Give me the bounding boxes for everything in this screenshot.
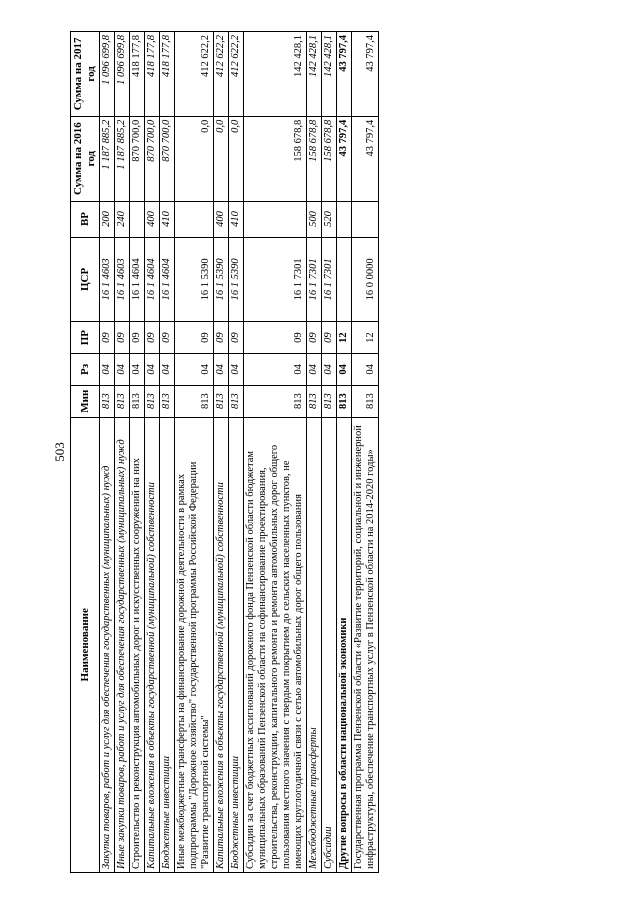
cell-pr: 12 <box>352 322 379 354</box>
cell-min: 813 <box>307 385 322 417</box>
header-sum-2016: Сумма на 2016 год <box>71 116 100 201</box>
header-csr: ЦСР <box>71 237 100 322</box>
cell-pr: 09 <box>175 322 214 354</box>
cell-vr: 240 <box>115 201 130 237</box>
cell-csr: 16 1 5390 <box>214 237 229 322</box>
cell-name: Строительство и реконструкция автомобильных дорог и искусственных сооружений на них <box>130 417 145 872</box>
cell-vr: 500 <box>307 201 322 237</box>
cell-sum-2016: 43 797,4 <box>352 116 379 201</box>
cell-csr: 16 1 7301 <box>307 237 322 322</box>
header-pr: ПР <box>71 322 100 354</box>
cell-vr: 410 <box>160 201 175 237</box>
cell-name: Иные межбюджетные трансферты на финансирование дорожной деятельности в рамках подпрограммы "Дорожное хозяйство" государственной программы Российской Федерации "Развитие транспортной системы" <box>175 417 214 872</box>
cell-pr: 12 <box>337 322 352 354</box>
cell-vr: 410 <box>229 201 244 237</box>
cell-name: Капитальные вложения в объекты государственной (муниципальной) собственности <box>214 417 229 872</box>
cell-min: 813 <box>100 385 115 417</box>
cell-vr <box>130 201 145 237</box>
table-row <box>115 32 130 873</box>
table-row <box>214 32 229 873</box>
budget-table <box>70 31 379 873</box>
cell-pr: 09 <box>115 322 130 354</box>
cell-sum-2017: 412 622,2 <box>175 32 214 117</box>
cell-pr: 09 <box>160 322 175 354</box>
cell-name: Капитальные вложения в объекты государственной (муниципальной) собственности <box>145 417 160 872</box>
cell-rz: 04 <box>175 354 214 386</box>
cell-name: Другие вопросы в области национальной экономики <box>337 417 352 872</box>
cell-csr: 16 1 4604 <box>145 237 160 322</box>
cell-name: Субсидии <box>322 417 337 872</box>
cell-min: 813 <box>337 385 352 417</box>
cell-sum-2017: 418 177,8 <box>130 32 145 117</box>
cell-sum-2016: 870 700,0 <box>130 116 145 201</box>
cell-sum-2017: 412 622,2 <box>214 32 229 117</box>
table-header-row <box>71 32 100 873</box>
cell-csr: 16 1 4603 <box>115 237 130 322</box>
cell-sum-2017: 412 622,2 <box>229 32 244 117</box>
cell-pr: 09 <box>322 322 337 354</box>
cell-vr <box>175 201 214 237</box>
header-name: Наименование <box>71 417 100 872</box>
cell-sum-2017: 142 428,1 <box>322 32 337 117</box>
table-row <box>160 32 175 873</box>
cell-sum-2017: 142 428,1 <box>307 32 322 117</box>
cell-name: Бюджетные инвестиции <box>229 417 244 872</box>
cell-sum-2016: 870 700,0 <box>145 116 160 201</box>
cell-csr: 16 1 5390 <box>175 237 214 322</box>
cell-min: 813 <box>160 385 175 417</box>
table-row <box>100 32 115 873</box>
cell-sum-2016: 158 678,8 <box>244 116 307 201</box>
cell-csr: 16 1 4603 <box>100 237 115 322</box>
cell-min: 813 <box>115 385 130 417</box>
cell-sum-2016: 158 678,8 <box>322 116 337 201</box>
header-vr: ВР <box>71 201 100 237</box>
cell-sum-2017: 1 096 699,8 <box>115 32 130 117</box>
cell-sum-2016: 1 187 885,2 <box>100 116 115 201</box>
cell-sum-2017: 43 797,4 <box>337 32 352 117</box>
cell-csr: 16 1 4604 <box>130 237 145 322</box>
cell-name: Межбюджетные трансферты <box>307 417 322 872</box>
cell-sum-2017: 142 428,1 <box>244 32 307 117</box>
cell-pr: 09 <box>130 322 145 354</box>
table-row <box>337 32 352 873</box>
header-min: Мин <box>71 385 100 417</box>
cell-rz: 04 <box>244 354 307 386</box>
table-row <box>322 32 337 873</box>
cell-vr <box>337 201 352 237</box>
cell-name: Государственная программа Пензенской области «Развитие территорий, социальной и инженерной инфраструктуры, обеспечение транспортных услуг в Пензенской области на 2014-2020 годы» <box>352 417 379 872</box>
cell-min: 813 <box>229 385 244 417</box>
cell-pr: 09 <box>307 322 322 354</box>
cell-rz: 04 <box>115 354 130 386</box>
cell-name: Закупка товаров, работ и услуг для обеспечения государственных (муниципальных) нужд <box>100 417 115 872</box>
table-row <box>130 32 145 873</box>
cell-name: Иные закупки товаров, работ и услуг для обеспечения государственных (муниципальных) нужд <box>115 417 130 872</box>
cell-pr: 09 <box>214 322 229 354</box>
cell-sum-2016: 0,0 <box>229 116 244 201</box>
cell-rz: 04 <box>160 354 175 386</box>
cell-min: 813 <box>322 385 337 417</box>
cell-csr: 16 1 4604 <box>160 237 175 322</box>
cell-rz: 04 <box>214 354 229 386</box>
cell-pr: 09 <box>244 322 307 354</box>
cell-vr <box>352 201 379 237</box>
cell-sum-2016: 870 700,0 <box>160 116 175 201</box>
cell-sum-2016: 1 187 885,2 <box>115 116 130 201</box>
cell-min: 813 <box>175 385 214 417</box>
cell-csr: 16 0 0000 <box>352 237 379 322</box>
cell-sum-2017: 43 797,4 <box>352 32 379 117</box>
budget-table-container <box>70 31 630 873</box>
cell-sum-2016: 158 678,8 <box>307 116 322 201</box>
cell-min: 813 <box>214 385 229 417</box>
cell-rz: 04 <box>322 354 337 386</box>
table-row <box>175 32 214 873</box>
cell-rz: 04 <box>307 354 322 386</box>
cell-pr: 09 <box>145 322 160 354</box>
cell-min: 813 <box>244 385 307 417</box>
cell-sum-2016: 43 797,4 <box>337 116 352 201</box>
cell-sum-2016: 0,0 <box>175 116 214 201</box>
cell-rz: 04 <box>229 354 244 386</box>
header-sum-2017: Сумма на 2017 год <box>71 32 100 117</box>
cell-vr <box>244 201 307 237</box>
table-row <box>352 32 379 873</box>
header-rz: Рз <box>71 354 100 386</box>
cell-rz: 04 <box>337 354 352 386</box>
table-row <box>145 32 160 873</box>
page-number: 503 <box>52 442 67 462</box>
cell-pr: 09 <box>100 322 115 354</box>
cell-min: 813 <box>130 385 145 417</box>
table-row <box>229 32 244 873</box>
cell-rz: 04 <box>100 354 115 386</box>
cell-vr: 400 <box>145 201 160 237</box>
cell-pr: 09 <box>229 322 244 354</box>
table-row <box>307 32 322 873</box>
cell-sum-2017: 418 177,8 <box>160 32 175 117</box>
cell-csr: 16 1 5390 <box>229 237 244 322</box>
cell-name: Бюджетные инвестиции <box>160 417 175 872</box>
cell-sum-2017: 418 177,8 <box>145 32 160 117</box>
cell-rz: 04 <box>352 354 379 386</box>
cell-csr: 16 1 7301 <box>322 237 337 322</box>
table-row <box>244 32 307 873</box>
cell-sum-2016: 0,0 <box>214 116 229 201</box>
cell-min: 813 <box>145 385 160 417</box>
cell-csr <box>337 237 352 322</box>
cell-rz: 04 <box>145 354 160 386</box>
cell-csr: 16 1 7301 <box>244 237 307 322</box>
cell-min: 813 <box>352 385 379 417</box>
cell-vr: 520 <box>322 201 337 237</box>
cell-vr: 200 <box>100 201 115 237</box>
cell-name: Субсидии за счет бюджетных ассигнований дорожного фонда Пензенской области бюджетам муниципальных образований Пензенской области на софинансирование проектирования, строительства, реконструкции, капитального ремонта и ремонта автомобильных дорог общего пользования местного значения с твердым покрытием до сельских населенных пунктов, не имеющих круглогодичной связи с сетью автомобильных дорог общего пользования <box>244 417 307 872</box>
cell-rz: 04 <box>130 354 145 386</box>
cell-sum-2017: 1 096 699,8 <box>100 32 115 117</box>
cell-vr: 400 <box>214 201 229 237</box>
